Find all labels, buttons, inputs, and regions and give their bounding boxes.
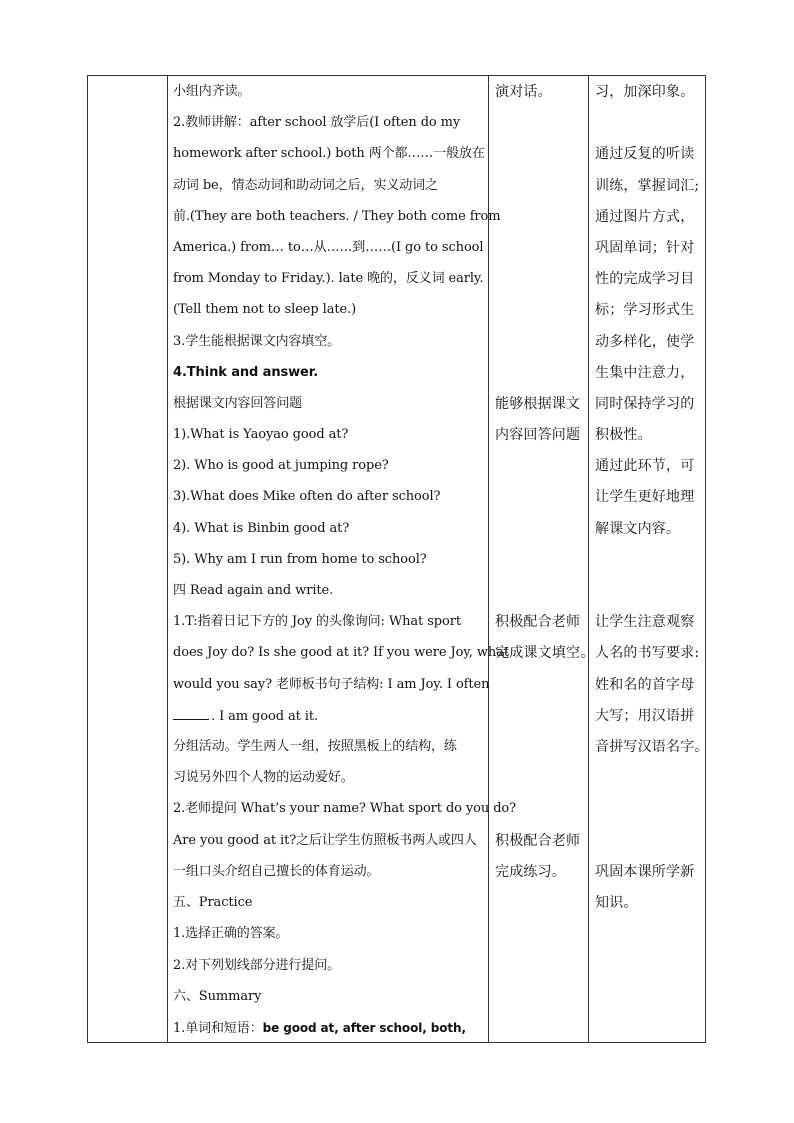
intent-line: 让学生更好地理 [595,489,695,505]
process-line [173,1019,466,1038]
summary-words: be good at, after school, both, [262,1021,466,1035]
intent-line: 通过图片方式， [595,209,695,225]
intent-line: 同时保持学习的 [595,396,695,412]
process-line: from Monday to Friday.). late 晚的，反义词 early. [173,271,484,286]
activity-line: 内容回答问题 [495,427,581,443]
activity-line: 能够根据课文 [495,396,581,412]
process-line: 2.老师提问 What’s your name? What sport do you do? [173,801,517,816]
column-divider-1 [167,75,168,1043]
process-line-text: . I am good at it. [211,709,318,724]
intent-line: 姓和名的首字母 [595,677,695,693]
process-line: (Tell them not to sleep late.) [173,302,357,317]
question-item: 4). What is Binbin good at? [173,521,350,536]
summary-label: 1.单词和短语： [173,1021,263,1036]
table-right-border [705,75,706,1043]
intent-line: 动多样化，使学 [595,334,695,350]
activity-line: 完成课文填空。 [495,645,595,661]
process-line: 1.选择正确的答案。 [173,926,289,941]
intent-line: 通过反复的听读 [595,146,695,162]
question-item: 3).What does Mike often do after school? [173,489,441,504]
process-line: 动词 be，情态动词和助动词之后，实义动词之 [173,178,438,193]
intent-line: 巩固单词；针对 [595,240,695,256]
process-line: 2.对下列划线部分进行提问。 [173,958,341,973]
intent-line: 知识。 [595,895,638,911]
section-heading-read-write: 四 Read again and write. [173,583,334,598]
process-line: 习说另外四个人物的运动爱好。 [173,770,354,785]
table-bottom-border [87,1042,706,1043]
intent-line: 生集中注意力， [595,365,695,381]
process-line: 前.(They are both teachers. / They both come from [173,209,501,224]
process-line: does Joy do? Is she good at it? If you were Joy, what [173,645,509,660]
process-line: Are you good at it?之后让学生仿照板书两人或四人 [173,833,477,848]
process-line: would you say? 老师板书句子结构: I am Joy. I often [173,677,490,692]
intent-line: 通过此环节，可 [595,458,695,474]
process-line: 一组口头介绍自己擅长的体育运动。 [173,864,380,879]
intent-line: 性的完成学习目 [595,271,695,287]
question-item: 5). Why am I run from home to school? [173,552,427,567]
intent-line: 音拼写汉语名字。 [595,739,709,755]
intent-line: 解课文内容。 [595,521,681,537]
activity-line: 完成练习。 [495,864,566,880]
intent-line: 大写；用汉语拼 [595,708,695,724]
section-heading-practice: 五、Practice [173,895,253,910]
process-line: 3.学生能根据课文内容填空。 [173,334,341,349]
question-item: 1).What is Yaoyao good at? [173,427,349,442]
section-heading-think-answer: 4.Think and answer. [173,365,319,380]
process-line: 小组内齐读。 [173,84,251,99]
section-heading-summary: 六、Summary [173,989,262,1004]
intent-line: 积极性。 [595,427,652,443]
intent-line: 让学生注意观察 [595,614,695,630]
process-line: 1.T:指着日记下方的 Joy 的头像询问: What sport [173,614,461,629]
process-line [173,707,318,726]
fill-in-blank [173,707,209,720]
process-line: 根据课文内容回答问题 [173,396,303,411]
activity-line: 演对话。 [495,84,552,100]
lesson-plan-table [87,75,709,1043]
activity-line: 积极配合老师 [495,833,581,849]
table-left-border [87,75,88,1043]
process-line: homework after school.) both 两个都……一般放在 [173,146,485,161]
intent-line: 巩固本课所学新 [595,864,695,880]
activity-line: 积极配合老师 [495,614,581,630]
process-line: 分组活动。学生两人一组，按照黑板上的结构，练 [173,739,457,754]
table-top-border [87,75,706,76]
intent-line: 训练，掌握词汇; [595,178,700,194]
intent-line: 习，加深印象。 [595,84,695,100]
intent-line: 人名的书写要求: [595,645,700,661]
intent-line: 标；学习形式生 [595,302,695,318]
process-line: 2.教师讲解：after school 放学后(I often do my [173,115,461,130]
column-divider-3 [588,75,589,1043]
question-item: 2). Who is good at jumping rope? [173,458,389,473]
process-line: America.) from… to…从……到……(I go to school [173,240,484,255]
